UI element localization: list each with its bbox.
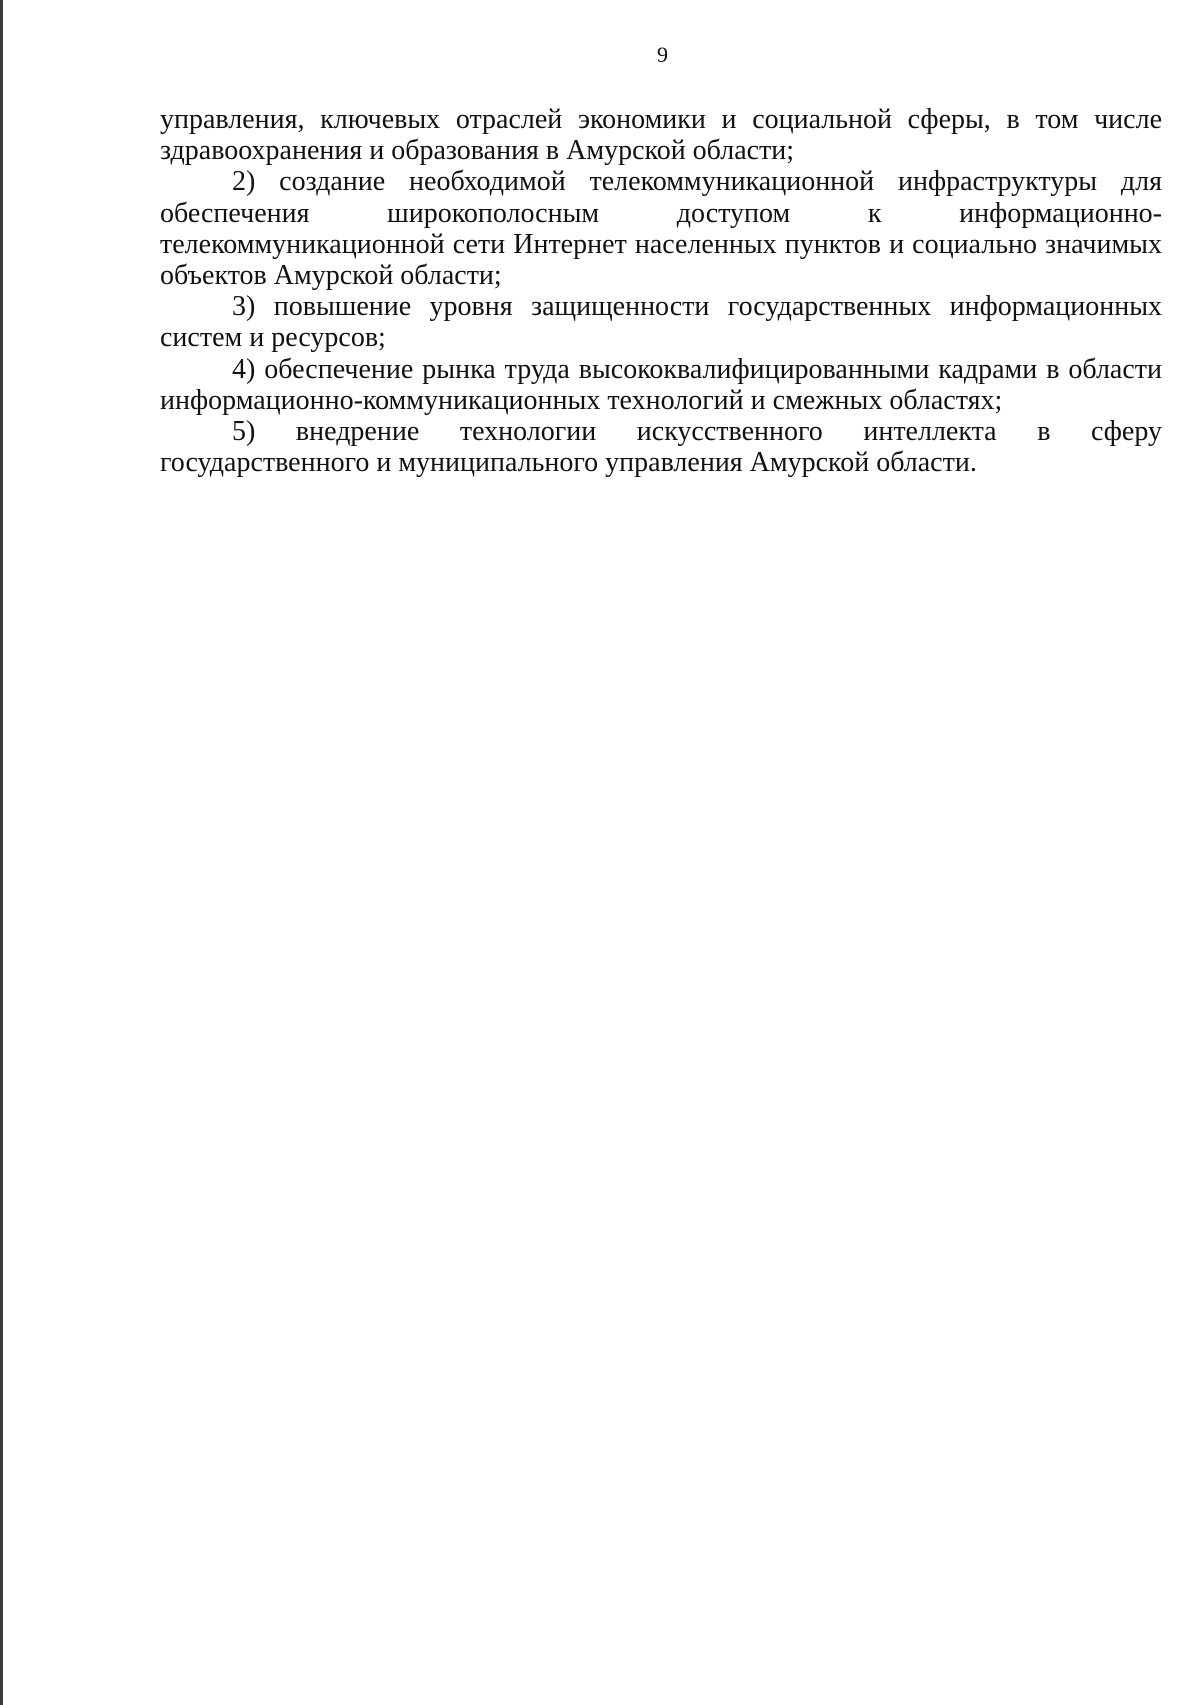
list-item-2: 2) создание необходимой телекоммуникационной инфраструктуры для обеспечения широкополосным доступом к информационно-телекоммуникационной сети Интернет населенных пунктов и социально значимых объектов Амурской области;: [160, 166, 1162, 292]
page-number: 9: [657, 42, 668, 67]
paragraph-continuation: управления, ключевых отраслей экономики и социальной сферы, в том числе здравоохранения и образования в Амурской области;: [160, 104, 1162, 167]
list-item-3: 3) повышение уровня защищенности государственных информационных систем и ресурсов;: [160, 291, 1162, 354]
list-item-5: 5) внедрение технологии искусственного интеллекта в сферу государственного и муниципального управления Амурской области.: [160, 416, 1162, 479]
document-body: [160, 104, 1162, 478]
list-item-4: 4) обеспечение рынка труда высококвалифицированными кадрами в области информационно-коммуникационных технологий и смежных областях;: [160, 353, 1162, 416]
scan-edge: [0, 0, 3, 1705]
